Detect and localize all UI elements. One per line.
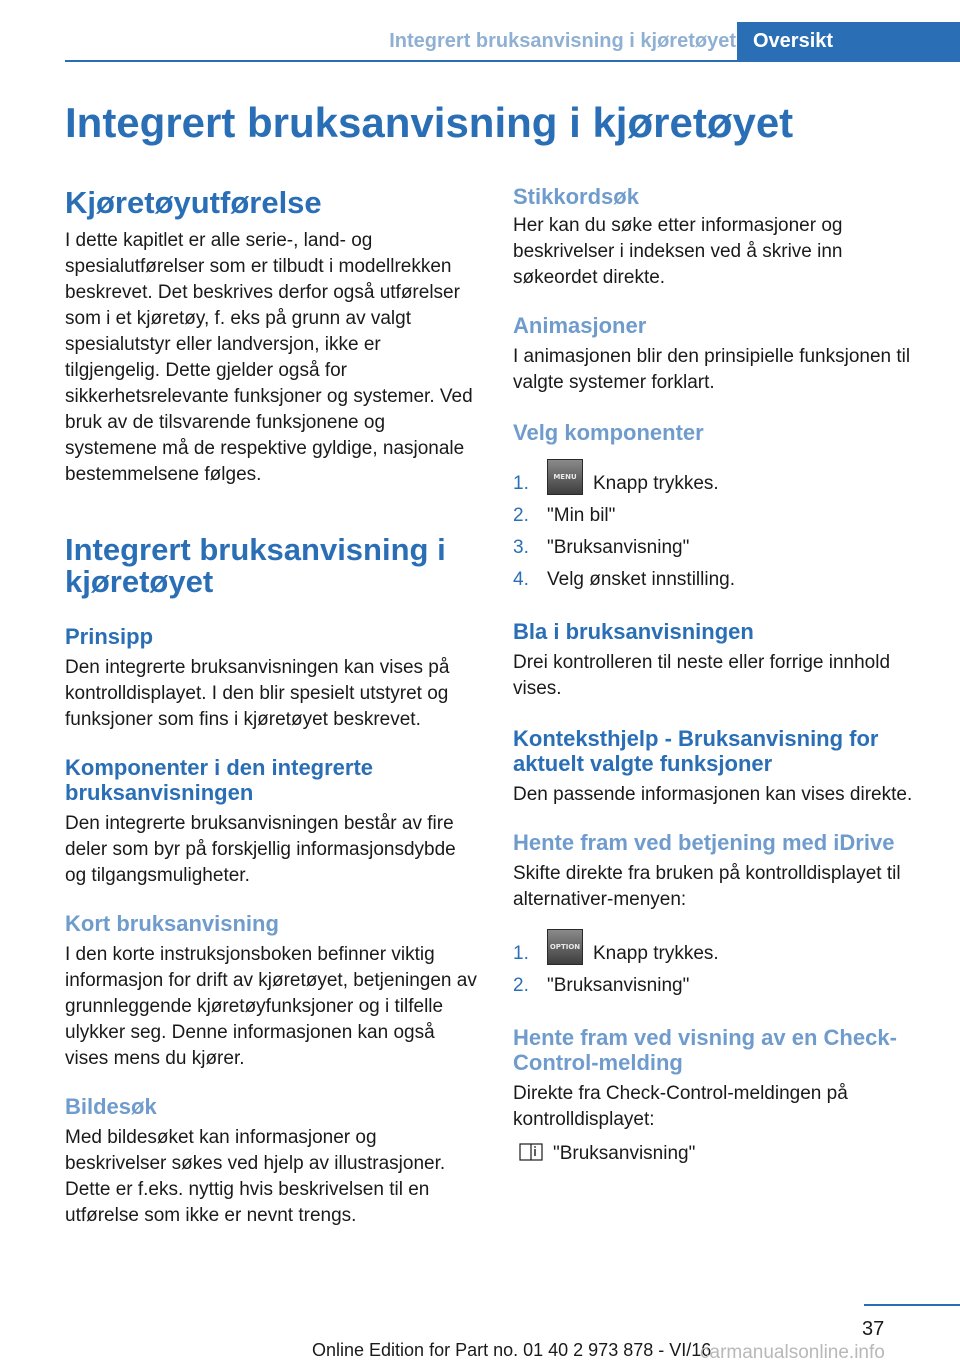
right-column: [513, 184, 929, 1167]
text-hente-check-control: Direkte fra Check-Control-meldingen på kontrolldisplayet:: [513, 1083, 848, 1130]
heading-hente-check-control: Hente fram ved visning av en Check-Control-melding: [513, 1025, 897, 1075]
heading-hente-idrive: Hente fram ved betjening med iDrive: [513, 830, 895, 855]
text-bildesok: Med bildesøket kan informasjoner og beskrivelser søkes ved hjelp av illustrasjoner. Dette er f.eks. nyttig hvis beskrivelsen til en utførelse som ikke er nevnt trengs.: [65, 1127, 446, 1226]
edition-note: Online Edition for Part no. 01 40 2 973 878 - VI/16: [312, 1340, 712, 1360]
heading-komponenter: Komponenter i den integrerte bruksanvisningen: [65, 755, 374, 805]
steps-velg-komponenter: [513, 455, 929, 597]
step-text: Knapp trykkes.: [593, 473, 719, 494]
text-animasjoner: I animasjonen blir den prinsipielle funksjonen til valgte systemer forklart.: [513, 346, 911, 393]
text-prinsipp: Den integrerte bruksanvisningen kan vises på kontrolldisplayet. I den blir spesielt utstyret og funksjoner som fins i kjøretøyet beskrevet.: [65, 657, 450, 730]
list-item: [513, 533, 929, 565]
heading-integrert-line2: kjøretøyet: [65, 564, 214, 599]
heading-bla-i-bruksanvisningen: Bla i bruksanvisningen: [513, 619, 754, 644]
step-number: 2.: [513, 975, 529, 996]
list-item: [513, 971, 929, 1003]
check-control-item-text: "Bruksanvisning": [553, 1143, 696, 1164]
heading-kort-bruksanvisning: Kort bruksanvisning: [65, 911, 279, 936]
left-column: [65, 180, 481, 1229]
heading-bildesok: Bildesøk: [65, 1094, 157, 1119]
text-stikkordsok: Her kan du søke etter informasjoner og beskrivelser i indeksen ved å skrive inn søkeordet direkte.: [513, 215, 843, 288]
heading-integrert-line1: Integrert bruksanvisning i: [65, 532, 446, 567]
step-text: Knapp trykkes.: [593, 943, 719, 964]
step-number: 2.: [513, 505, 529, 526]
heading-prinsipp: Prinsipp: [65, 624, 154, 649]
step-number: 1.: [513, 473, 529, 494]
watermark: carmanualsonline.info: [700, 1342, 885, 1363]
page-number: 37: [862, 1318, 885, 1340]
list-item: [513, 501, 929, 533]
option-button-icon: OPTION: [547, 929, 583, 965]
header-rule: [65, 60, 737, 62]
heading-velg-komponenter: Velg komponenter: [513, 420, 704, 445]
step-number: 4.: [513, 569, 529, 590]
step-text: "Min bil": [547, 505, 616, 526]
list-item: [513, 565, 929, 597]
steps-hente-idrive: [513, 925, 929, 1003]
list-item: [513, 925, 929, 971]
step-text: Velg ønsket innstilling.: [547, 569, 735, 590]
text-bla-i-bruksanvisningen: Drei kontrolleren til neste eller forrige innhold vises.: [513, 652, 891, 699]
header-section-title: Integrert bruksanvisning i kjøretøyet: [389, 30, 736, 52]
list-item: [513, 455, 929, 501]
heading-animasjoner: Animasjoner: [513, 313, 647, 338]
heading-konteksthjelp: Konteksthjelp - Bruksanvisning for aktuelt valgte funksjoner: [513, 726, 879, 776]
menu-button-icon: MENU: [547, 459, 583, 495]
page-title: Integrert bruksanvisning i kjøretøyet: [65, 99, 794, 146]
check-control-item: [513, 1141, 929, 1167]
footer-rule: [864, 1304, 960, 1306]
heading-kjoretoyutforelse: Kjøretøyutførelse: [65, 185, 322, 220]
text-konteksthjelp: Den passende informasjonen kan vises direkte.: [513, 784, 913, 805]
text-kjoretoyutforelse: I dette kapitlet er alle serie-, land- og spesialutførelser som er tilbudt i modellrekken beskrevet. Det beskrives derfor også utførelser som i et kjøretøy, f. eks på grunn av valgt spesialutstyr eller landversjon, ikke er tilgjengelig. Dette gjelder også for sikkerhetsrelevante funksjoner og systemer. Ved bruk av de tilsvarende funksjonene og systemene må de respektive gyldige, nasjonale bestemmelsene følges.: [65, 230, 473, 485]
text-komponenter: Den integrerte bruksanvisningen består av fire deler som byr på forskjellig informasjonsdybde og tilgangsmuligheter.: [65, 813, 456, 886]
heading-integrert: [65, 534, 481, 598]
header-chapter-tab: Oversikt: [737, 22, 960, 62]
step-text: "Bruksanvisning": [547, 975, 690, 996]
step-number: 3.: [513, 537, 529, 558]
heading-stikkordsok: Stikkordsøk: [513, 184, 639, 209]
text-kort-bruksanvisning: I den korte instruksjonsboken befinner viktig informasjon for drift av kjøretøyet, betjeningen av grunnleggende kjøretøyfunksjoner og i tilfelle ulykker seg. Denne informasjonen kan også vises mens du kjører.: [65, 944, 477, 1069]
step-text: "Bruksanvisning": [547, 537, 690, 558]
running-header: [0, 0, 960, 62]
text-hente-idrive: Skifte direkte fra bruken på kontrolldisplayet til alternativer-menyen:: [513, 863, 901, 910]
book-icon: [519, 1143, 543, 1161]
step-number: 1.: [513, 943, 529, 964]
